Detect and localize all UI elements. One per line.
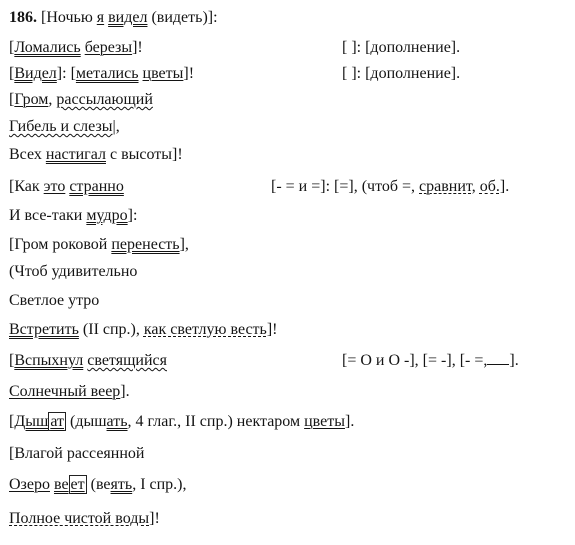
text: ]! <box>183 65 195 82</box>
line-16: [Влагой рассеянной <box>9 445 145 462</box>
stem: ве <box>53 476 69 493</box>
line-14 <box>9 382 130 402</box>
text: [Ночью <box>41 9 97 26</box>
exercise-number: 186. <box>9 9 37 26</box>
suffix-mark: ать <box>106 413 128 430</box>
predicate <box>54 475 87 494</box>
line-8 <box>9 206 137 226</box>
subject: Солнечный веер <box>9 383 121 400</box>
text: ]! <box>149 510 160 527</box>
line-10: (Чтоб удивительно <box>9 263 138 280</box>
text: ]. <box>120 383 130 400</box>
text: (дыш <box>66 413 107 430</box>
scheme-7 <box>271 177 509 197</box>
text: с высоты]! <box>105 146 183 163</box>
predicate: мудро <box>86 207 128 224</box>
adverbial: как светлую весть <box>143 321 267 338</box>
line-13 <box>9 351 167 371</box>
text: ]. <box>509 352 519 369</box>
ending-box: ат <box>50 413 64 430</box>
predicate: настигал <box>45 146 106 163</box>
line-12 <box>9 320 278 340</box>
line-5 <box>9 117 120 137</box>
text: [Гром роковой <box>9 236 112 253</box>
subject: березы <box>84 39 133 56</box>
participle: светящийся <box>87 352 167 369</box>
stem: Дыш <box>14 413 49 430</box>
subject: я <box>96 9 105 26</box>
participial-phrase: рассылающий <box>56 91 153 108</box>
predicate <box>14 412 66 431</box>
text: |, <box>112 118 120 135</box>
adverbial: сравнит <box>419 178 472 195</box>
predicate: видел <box>108 9 148 26</box>
suffix-mark: ять <box>110 476 133 493</box>
scheme-13 <box>342 351 519 371</box>
text: [- = и =]: [=], (чтоб =, <box>271 178 420 195</box>
predicate: перенесть <box>111 236 180 253</box>
line-9 <box>9 235 189 255</box>
text: ]! <box>132 39 143 56</box>
line-17 <box>9 475 187 495</box>
text: ]. <box>499 178 510 195</box>
adjective-phrase: Полное чистой воды <box>9 510 150 527</box>
text: [ <box>9 352 15 369</box>
text: ]: <box>127 207 138 224</box>
predicate: странно <box>69 178 124 195</box>
text: , I спр.), <box>132 476 187 493</box>
text: [Как <box>9 178 44 195</box>
text: , <box>471 178 480 195</box>
subject: Озеро <box>9 476 50 493</box>
text: , <box>48 91 57 108</box>
line-4 <box>9 90 153 110</box>
word-stress-mark: видеть <box>156 9 203 26</box>
predicate: Ломались <box>14 39 81 56</box>
text: [ <box>9 91 15 108</box>
line-6 <box>9 145 183 165</box>
scheme-3: [ ]: [дополнение]. <box>342 65 461 82</box>
line-15 <box>9 412 354 432</box>
line-7 <box>9 177 124 197</box>
line-18 <box>9 509 160 529</box>
subject: Гром <box>14 91 49 108</box>
text: , 4 глаг., II спр.) нектаром <box>127 413 305 430</box>
scheme-2: [ ]: [дополнение]. <box>342 39 461 56</box>
text: [= O и O -], [= -], [- =, <box>342 352 488 369</box>
text: ]: [ <box>56 65 76 82</box>
text: Всех <box>9 146 46 163</box>
ending-box: ет <box>70 476 85 493</box>
text: [ <box>9 413 15 430</box>
subject: цветы <box>142 65 184 82</box>
text: [ <box>9 39 15 56</box>
text: )]: <box>202 9 218 26</box>
participial-phrase: Гибель и слезы <box>9 118 113 135</box>
text: И все-таки <box>9 207 87 224</box>
subject: цветы <box>304 413 345 430</box>
text: ]! <box>266 321 278 338</box>
text: ], <box>179 236 189 253</box>
blank-underline <box>487 352 509 365</box>
line-11: Светлое утро <box>9 292 100 309</box>
text: (ве <box>86 476 111 493</box>
adverbial: об. <box>479 178 500 195</box>
subject: это <box>43 178 66 195</box>
line-2 <box>9 38 143 58</box>
text: ]. <box>344 413 355 430</box>
text: ( <box>147 9 157 26</box>
text: [ <box>9 65 15 82</box>
line-1 <box>9 8 218 28</box>
line-3 <box>9 64 194 84</box>
predicate: метались <box>75 65 139 82</box>
predicate: Встретить <box>9 321 79 338</box>
predicate: Вспыхнул <box>14 352 84 369</box>
text: (II спр.), <box>78 321 144 338</box>
predicate: Видел <box>14 65 57 82</box>
